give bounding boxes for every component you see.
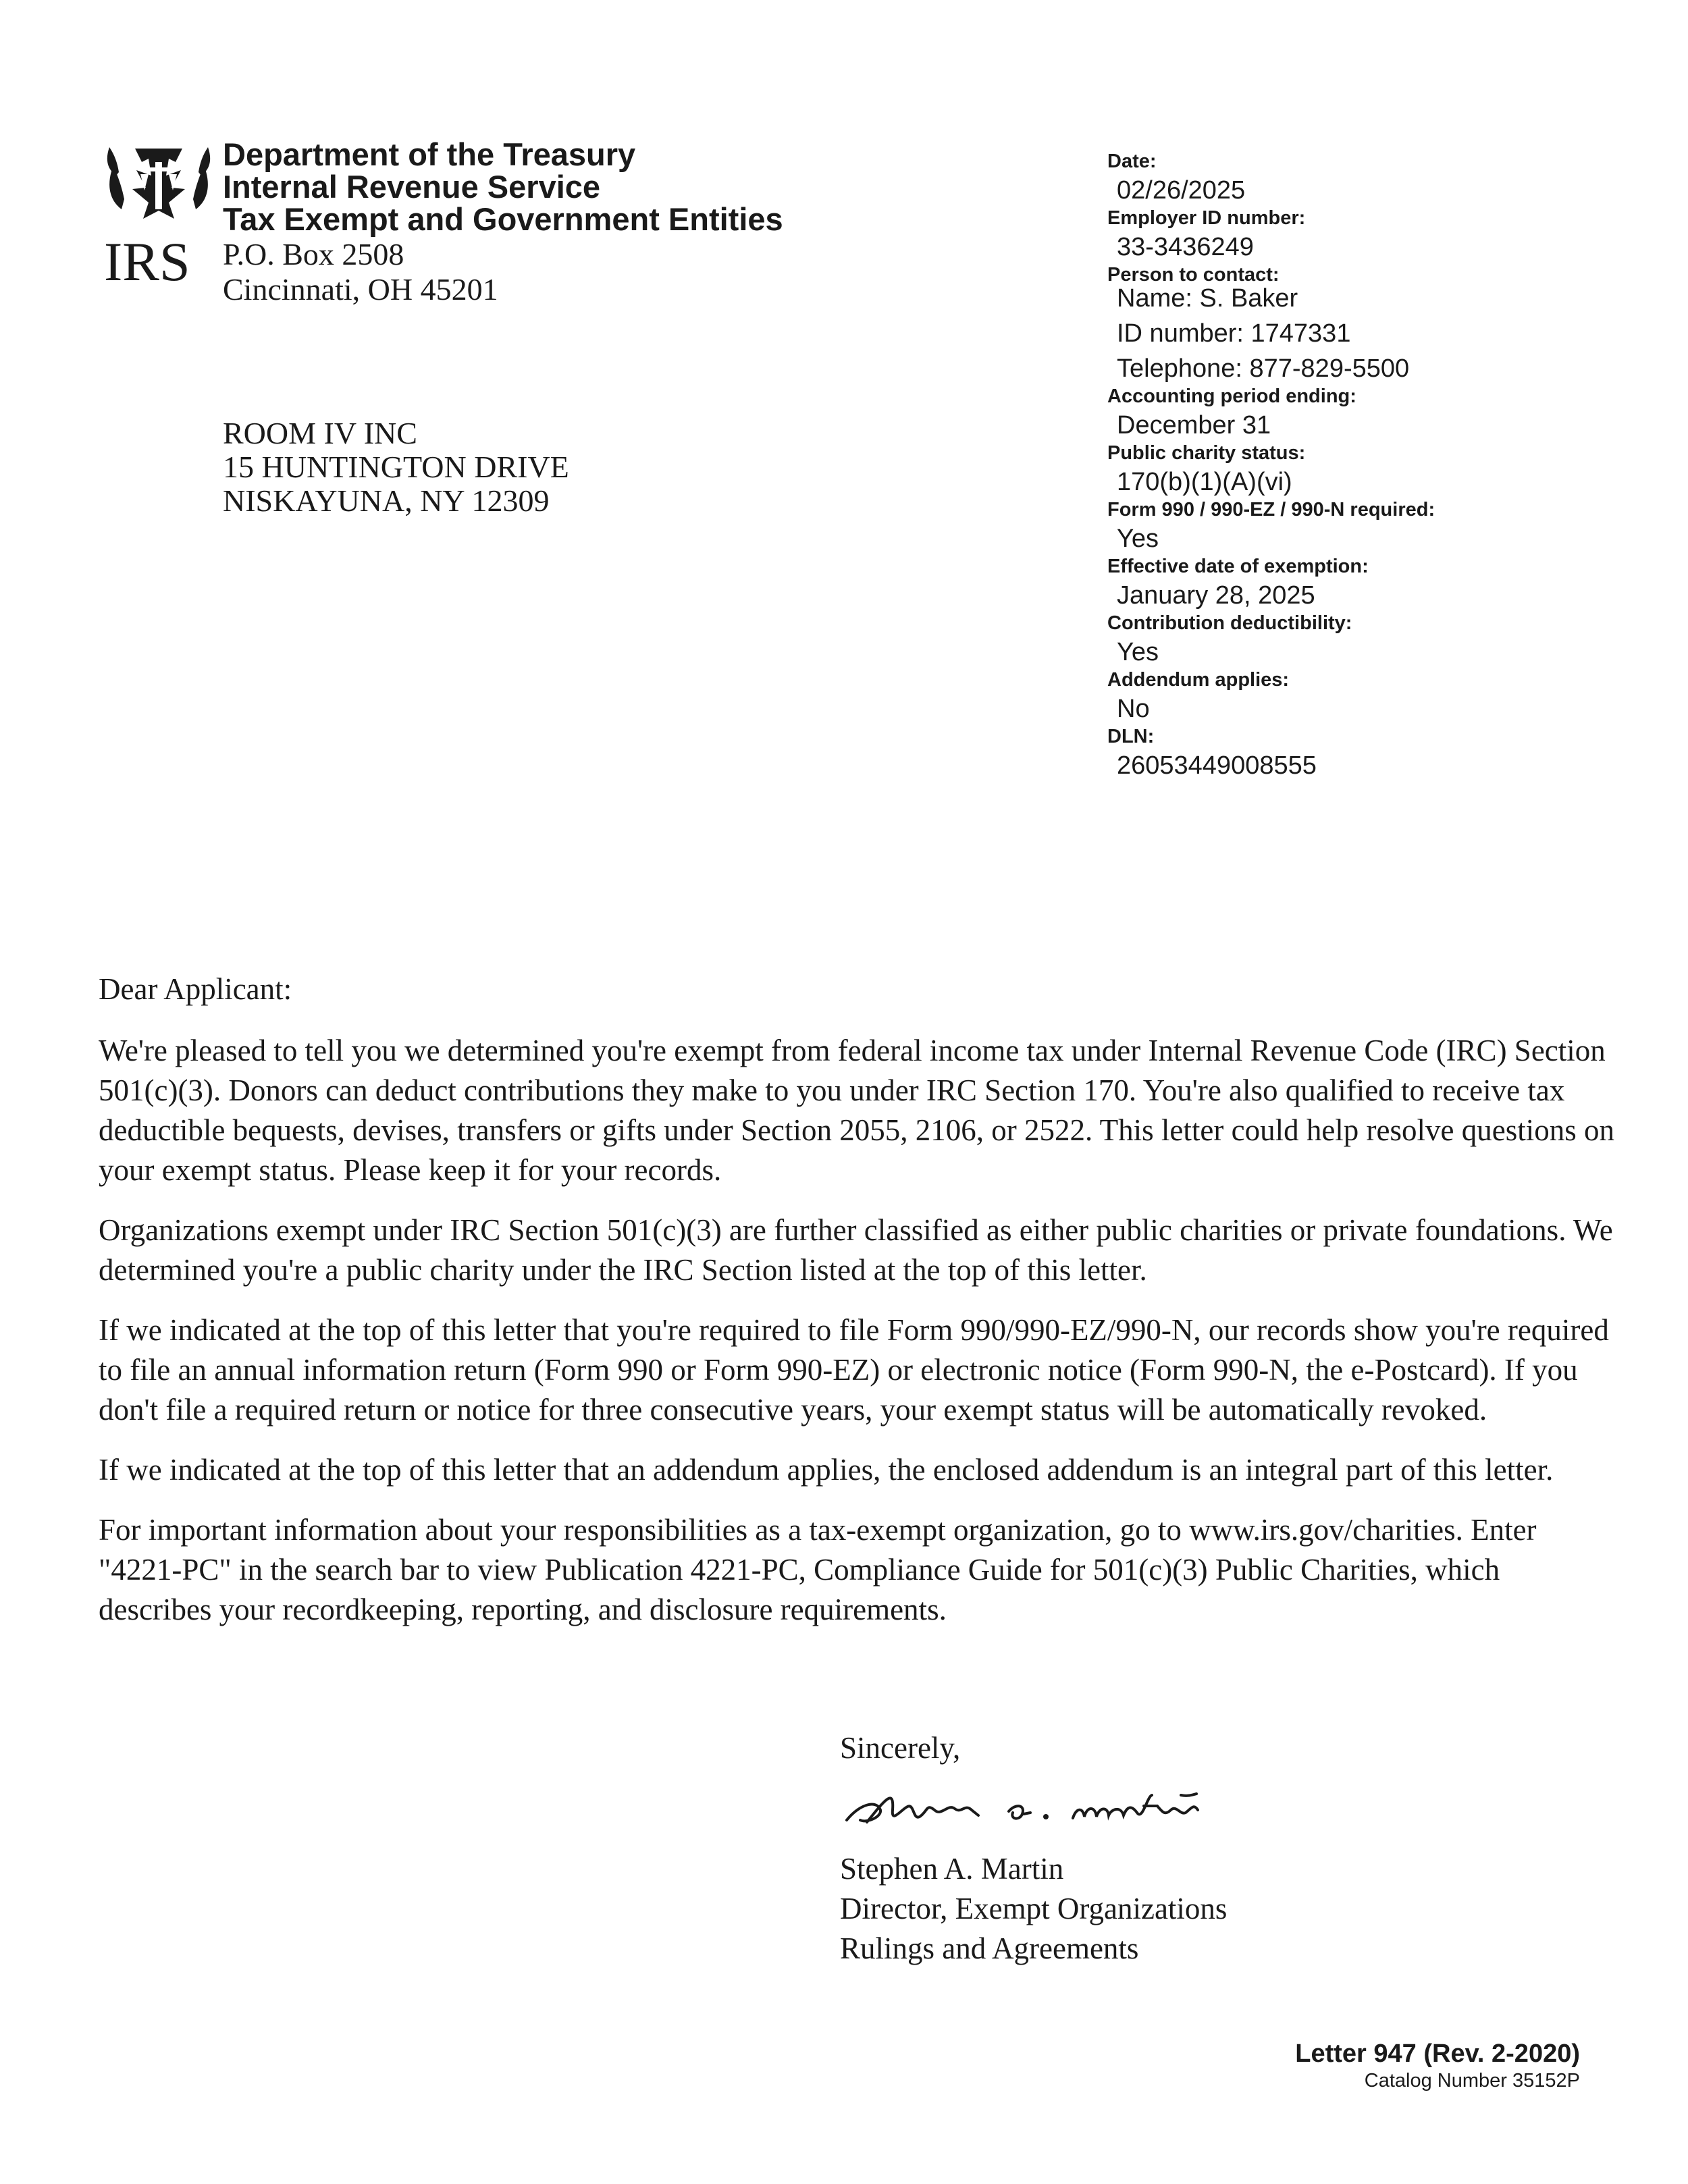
addendum-label: Addendum applies: (1107, 669, 1290, 691)
form-identifier: Letter 947 (Rev. 2-2020) (1295, 2040, 1580, 2068)
date-label: Date: (1107, 151, 1157, 172)
contact-id: ID number: 1747331 (1117, 319, 1351, 348)
contact-name: Name: S. Baker (1117, 284, 1298, 313)
ein-label: Employer ID number: (1107, 207, 1306, 229)
irs-logo-icon (101, 135, 216, 290)
recipient-line: 15 HUNTINGTON DRIVE (223, 450, 569, 484)
charity-status-label: Public charity status: (1107, 442, 1306, 464)
addendum-value: No (1117, 695, 1150, 723)
dln-label: DLN: (1107, 726, 1155, 747)
signer-office: Rulings and Agreements (840, 1932, 1139, 1965)
charity-status-value: 170(b)(1)(A)(vi) (1117, 468, 1292, 496)
accounting-value: December 31 (1117, 411, 1271, 440)
ein-value: 33-3436249 (1117, 233, 1254, 261)
dln-value: 26053449008555 (1117, 751, 1317, 780)
recipient-line: NISKAYUNA, NY 12309 (223, 483, 550, 518)
handwritten-signature-icon (840, 1783, 1245, 1837)
body-paragraph: If we indicated at the top of this letter that an addendum applies, the enclosed addendum is an integral part of this letter. (99, 1453, 1554, 1487)
deductibility-value: Yes (1117, 638, 1159, 666)
return-address-line: P.O. Box 2508 (223, 237, 404, 271)
signer-title: Director, Exempt Organizations (840, 1892, 1228, 1925)
agency-line: Department of the Treasury (223, 136, 636, 172)
effective-date-value: January 28, 2025 (1117, 581, 1315, 610)
footer (1295, 2039, 1580, 2093)
body-paragraph: If we indicated at the top of this letter that you're required to file Form 990/990-EZ/990-N, our records show you're required to file an annual information return (Form 990 or Form 990-EZ) or electronic notice (Form 990-N, the e-Postcard). If you don't file a required return or notice for three consecutive years, your exempt status will be automatically revoked. (99, 1313, 1609, 1427)
salutation: Dear Applicant: (99, 972, 292, 1006)
agency-line: Internal Revenue Service (223, 169, 601, 205)
deductibility-label: Contribution deductibility: (1107, 612, 1352, 634)
accounting-label: Accounting period ending: (1107, 385, 1356, 407)
date-value: 02/26/2025 (1117, 176, 1246, 205)
signature-block (840, 1728, 1245, 1969)
contact-label: Person to contact: (1107, 264, 1280, 286)
body-paragraph: We're pleased to tell you we determined you're exempt from federal income tax under Internal Revenue Code (IRC) Section 501(c)(3). Donors can deduct contributions they make to you under IRC Section 170. You're also qualified to receive tax deductible bequests, devises, transfers or gifts under Section 2055, 2106, or 2522. This letter could help resolve questions on your exempt status. Please keep it for your records. (99, 1034, 1614, 1187)
signer-name: Stephen A. Martin (840, 1852, 1064, 1886)
effective-date-label: Effective date of exemption: (1107, 556, 1369, 577)
closing: Sincerely, (840, 1731, 961, 1765)
logo-wordmark: IRS (104, 231, 190, 290)
body-paragraph: Organizations exempt under IRC Section 501(c)(3) are further classified as either public charities or private foundations. We determined you're a public charity under the IRC Section listed at the top of this letter. (99, 1213, 1613, 1287)
letter-info-block (1107, 150, 1661, 782)
body-paragraph: For important information about your responsibilities as a tax-exempt organization, go to www.irs.gov/charities. Enter "4221-PC" in the search bar to view Publication 4221-PC, Compliance Guide for 501(c)(3) Public Charities, which describes your recordkeeping, reporting, and disclosure requirements. (99, 1513, 1537, 1626)
catalog-number: Catalog Number 35152P (1364, 2070, 1580, 2092)
form990-value: Yes (1117, 525, 1159, 553)
recipient-line: ROOM IV INC (223, 416, 417, 450)
form990-label: Form 990 / 990-EZ / 990-N required: (1107, 499, 1435, 521)
return-address-line: Cincinnati, OH 45201 (223, 272, 498, 307)
agency-line: Tax Exempt and Government Entities (223, 201, 783, 237)
contact-phone: Telephone: 877-829-5500 (1117, 354, 1410, 383)
letter-body (99, 969, 1618, 1650)
